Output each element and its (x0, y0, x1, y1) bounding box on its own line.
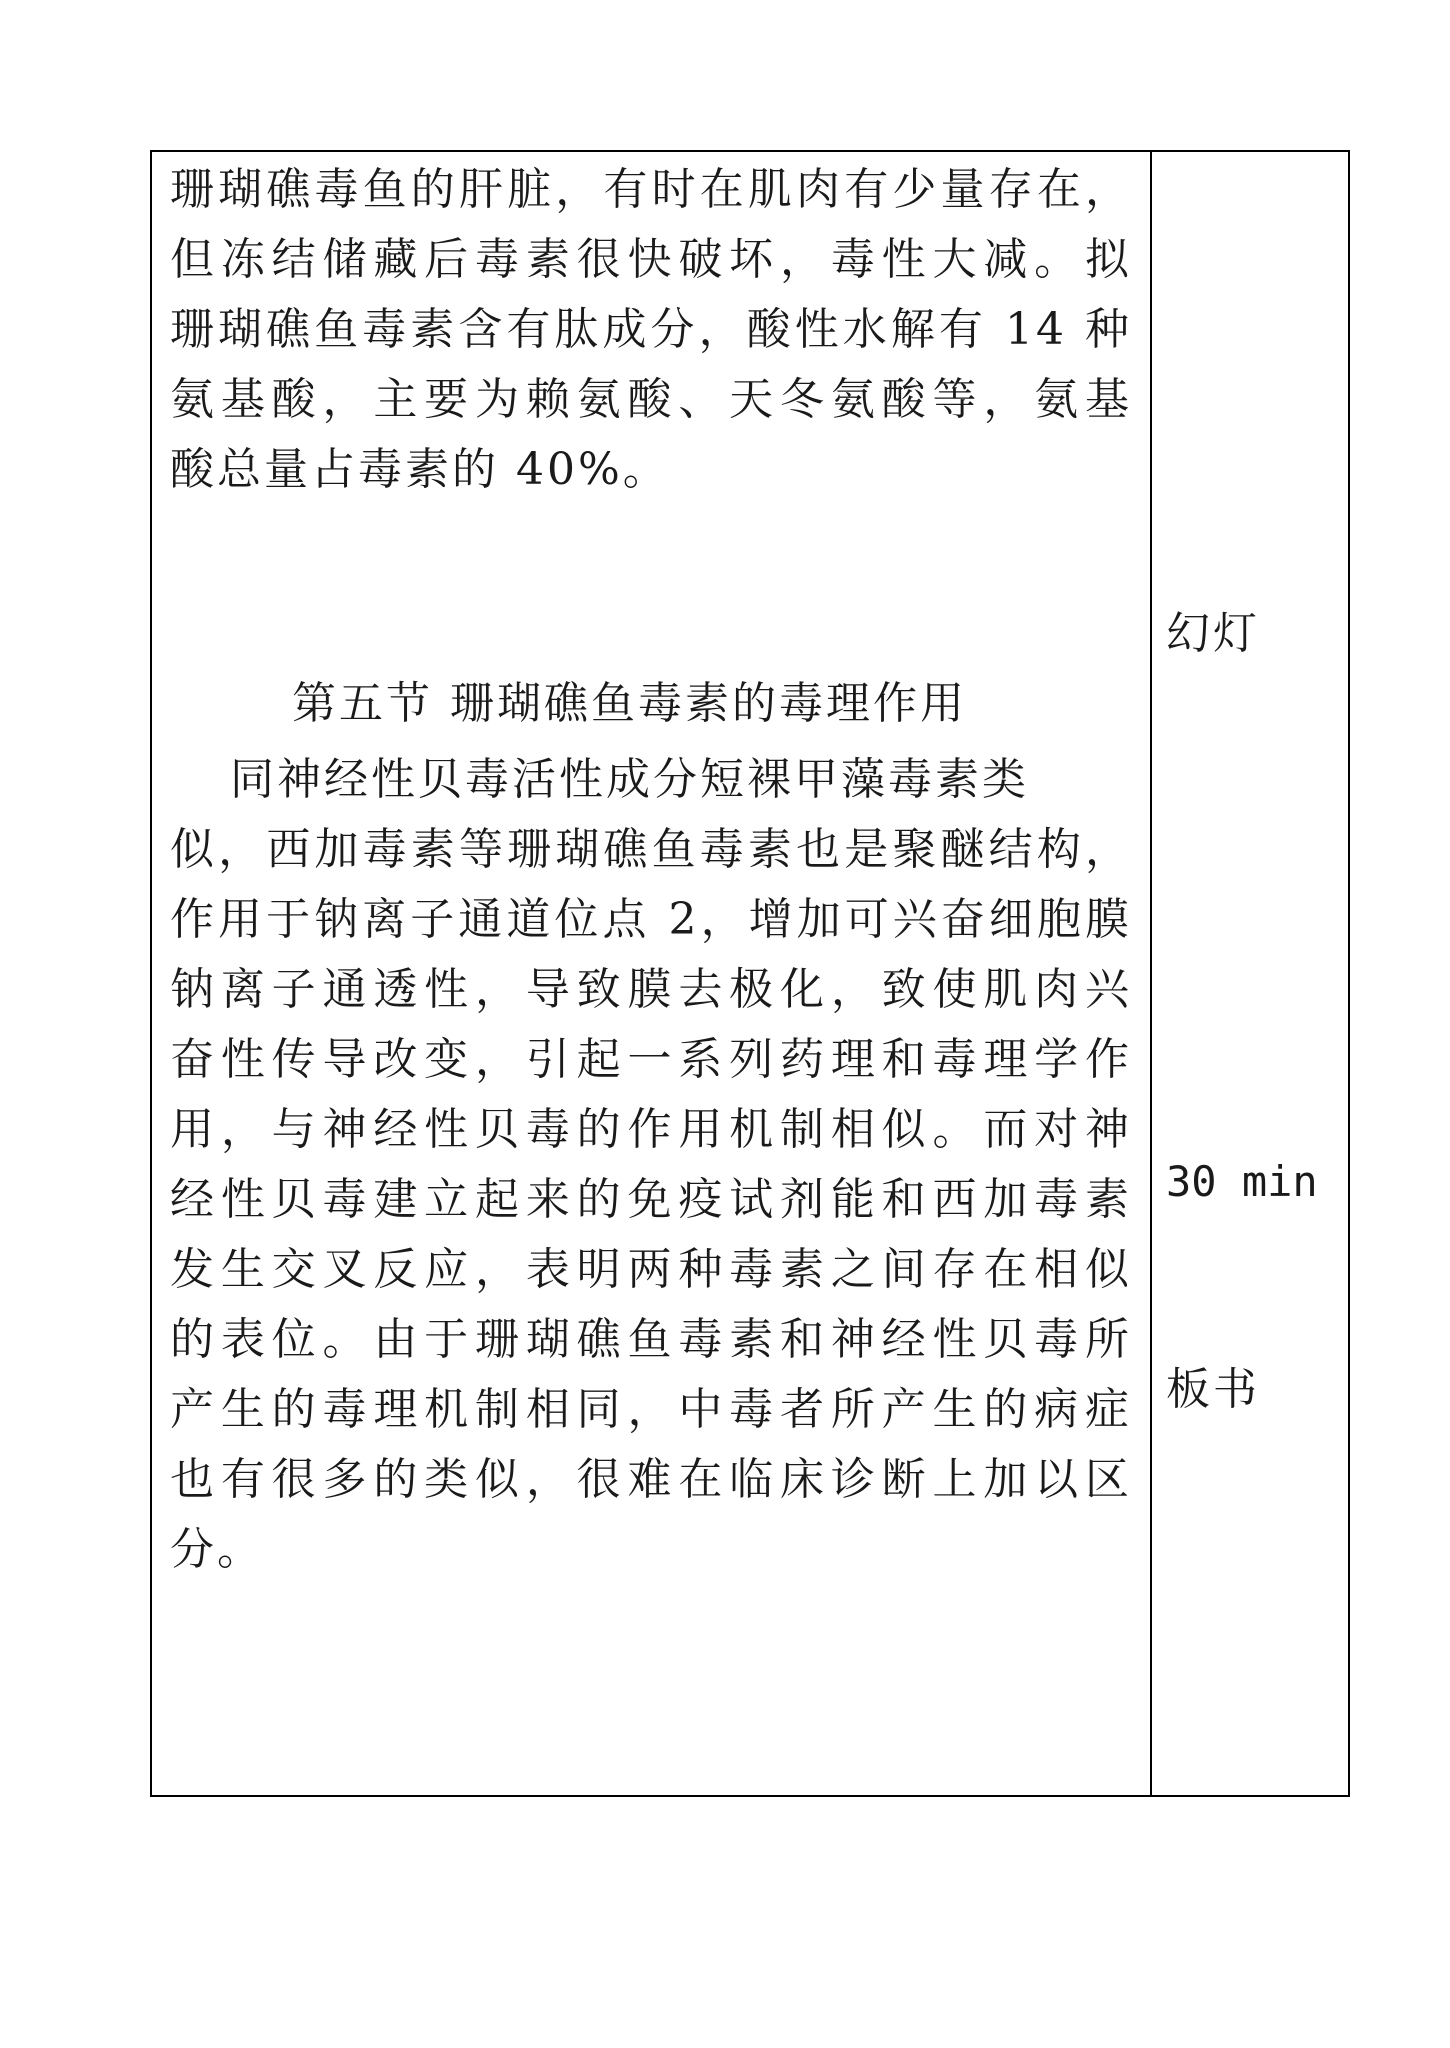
text-line: 珊瑚礁鱼毒素含有肽成分，酸性水解有 14 种 (170, 304, 1132, 355)
section-heading: 第五节 珊瑚礁鱼毒素的毒理作用 (292, 678, 967, 729)
text-line: 产生的毒理机制相同，中毒者所产生的病症 (170, 1384, 1132, 1435)
text-line: 的表位。由于珊瑚礁鱼毒素和神经性贝毒所 (170, 1314, 1132, 1365)
text-line: 用，与神经性贝毒的作用机制相似。而对神 (170, 1104, 1132, 1155)
text-line: 经性贝毒建立起来的免疫试剂能和西加毒素 (170, 1174, 1132, 1225)
side-note-slides: 幻灯 (1166, 608, 1260, 659)
text-line: 作用于钠离子通道位点 2，增加可兴奋细胞膜 (170, 894, 1132, 945)
text-line: 奋性传导改变，引起一系列药理和毒理学作 (170, 1034, 1132, 1085)
text-line: 发生交叉反应，表明两种毒素之间存在相似 (170, 1244, 1132, 1295)
text-line: 珊瑚礁毒鱼的肝脏，有时在肌肉有少量存在， (170, 164, 1132, 215)
text-line: 似，西加毒素等珊瑚礁鱼毒素也是聚醚结构， (170, 824, 1132, 875)
text-line: 分。 (170, 1524, 264, 1575)
column-divider (1150, 152, 1152, 1795)
side-note-duration: 30 min (1166, 1157, 1318, 1206)
text-line: 酸总量占毒素的 40%。 (170, 444, 670, 495)
text-line: 钠离子通透性，导致膜去极化，致使肌肉兴 (170, 964, 1132, 1015)
text-line: 但冻结储藏后毒素很快破坏，毒性大减。拟 (170, 234, 1132, 285)
text-line: 同神经性贝毒活性成分短裸甲藻毒素类 (230, 754, 1029, 805)
text-line: 也有很多的类似，很难在临床诊断上加以区 (170, 1454, 1132, 1505)
text-line: 氨基酸，主要为赖氨酸、天冬氨酸等，氨基 (170, 374, 1132, 425)
lesson-plan-table (150, 150, 1350, 1797)
side-note-blackboard: 板书 (1166, 1364, 1260, 1415)
